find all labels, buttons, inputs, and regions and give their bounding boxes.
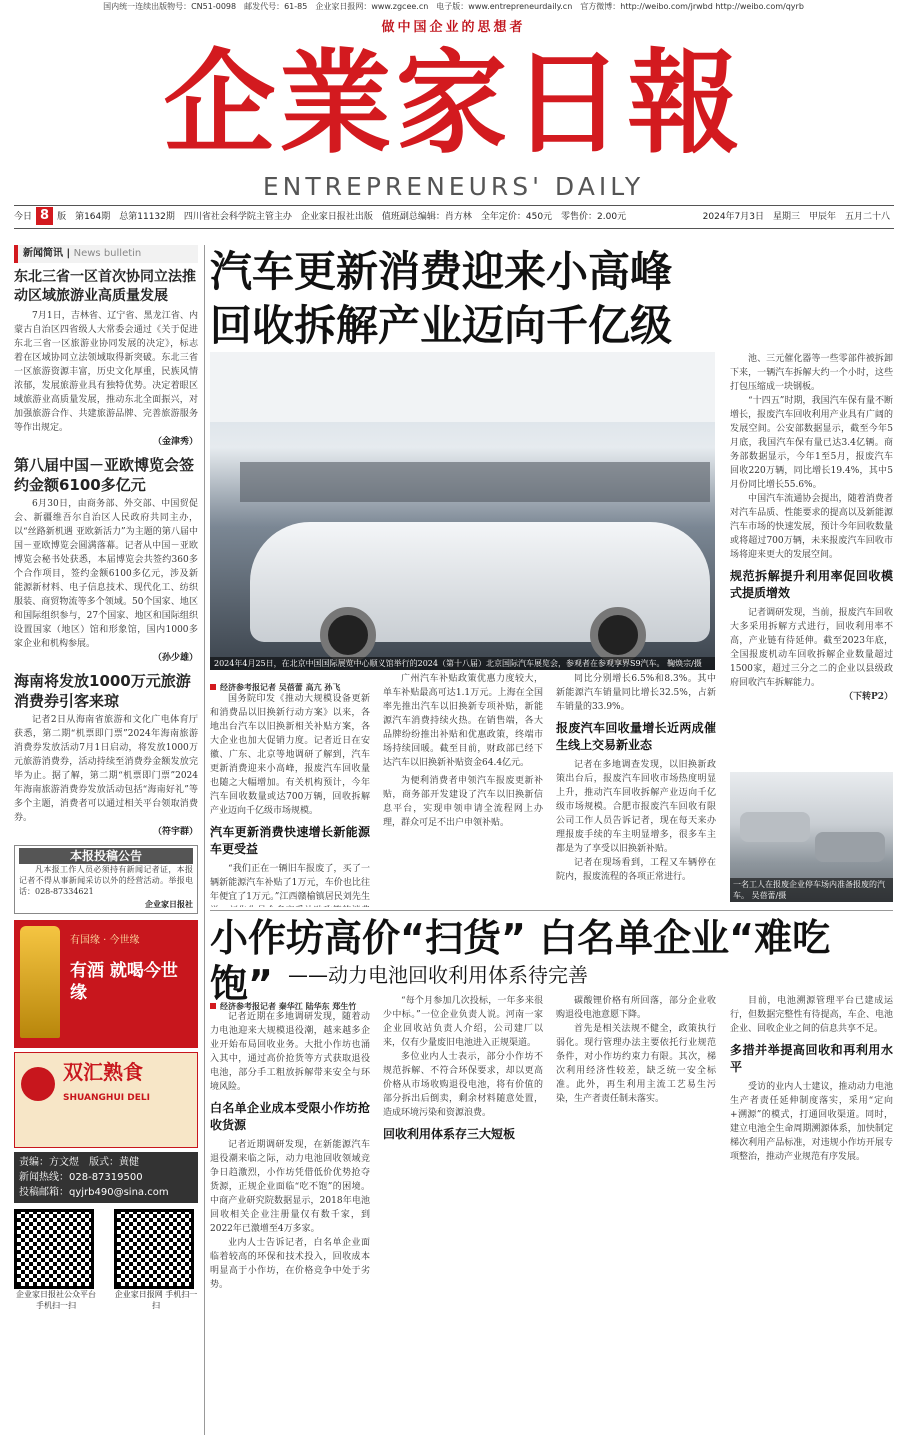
story1-col3-sub: 报废汽车回收量增长近两成催生线上交易新业态 — [556, 721, 716, 752]
editor-info — [14, 1152, 198, 1203]
story1-headline-line2: 回收拆解产业迈向千亿级 — [210, 301, 673, 350]
notice-body: 凡本报工作人员必须持有新闻记者证，本报记者不得从事新闻采访以外的经营活动。举报电话：028-87334621 — [19, 865, 193, 896]
qr-code-wechat[interactable] — [14, 1209, 94, 1289]
qr2-label: 企业家日报网 手机扫一扫 — [114, 1290, 198, 1310]
story1-col1 — [210, 692, 370, 907]
section-title-cn: 新闻简讯 — [23, 248, 63, 259]
top-info-bar: 国内统一连续出版物号：CN51-0098 邮发代号：61-85 企业家日报网：www.zgcee.cn 电子版：www.entrepreneurdaily.cn 官方微博：http://weibo.com/jrwbd http://weibo.com/qyrb — [103, 2, 804, 11]
story1-col3-a: 同比分别增长6.5%和8.3%。其中新能源汽车销量同比增长32.5%，占新车销量的33.9%。 — [556, 674, 716, 712]
story1-col2 — [383, 672, 543, 907]
story2-col2 — [383, 994, 543, 1435]
news3-body: 记者2日从海南省旅游和文化广电体育厅获悉，第二期“机票即门票”2024年海南旅游消费券发放活动7月1日启动，将发放1000万元旅游消费券，活动持续至消费券金额发放完毕为止。据了解，第二期“机票即门票”2024年海南旅游消费券发放活动包括“海南好礼”等多个主题，消费者可以通过相关平台领取消费券。 — [14, 715, 198, 823]
ad1-slogan: 有酒 就喝今世缘 — [70, 961, 178, 1003]
story1-col2-b: 为便利消费者申领汽车报废更新补贴，商务部开发建设了汽车以旧换新信息平台，实现申领申请全流程网上办理，群众可足不出户申领补贴。 — [383, 776, 543, 828]
story2-col1-c: 业内人士告诉记者，白名单企业面临着较高的环保和技术投入，回收成本明显高于小作坊，在价格竞争中处于劣势。 — [210, 1238, 370, 1290]
story2-subheadline: ——动力电池回收利用体系待完善 — [288, 963, 588, 987]
deli-advertisement[interactable] — [14, 1052, 198, 1148]
auto-show-photo — [210, 352, 715, 670]
story1-col4-sub: 规范拆解提升利用率促回收模式提质增效 — [730, 569, 893, 600]
news1-title[interactable]: 东北三省一区首次协同立法推动区域旅游业高质量发展 — [14, 269, 196, 304]
deli-logo-icon — [21, 1067, 55, 1101]
story1-headline[interactable] — [210, 245, 890, 353]
slogan: 做中国企业的思想者 — [381, 20, 526, 35]
story1-col4-a: 池、三元催化器等一些零部件被拆卸下来，一辆汽车拆解大约一个小时，这些打包压缩成一块钢板。 — [730, 354, 893, 392]
story1-col4-d: 记者调研发现，当前，报废汽车回收大多采用拆解方式进行，回收利用率不高，产业链有待延伸。截至2023年底，全国报废机动车回收拆解企业数量超过1500家，超过三分之二的企业以县级政府回收汽车拆解能力。 — [730, 608, 893, 688]
story2-col2-a: “每个月参加几次投标，一年多来很少中标。”一位企业负责人说。河南一家企业回收站负责人介绍，公司建厂以来，仅有少量废旧电池进入正规渠道。 — [383, 996, 543, 1048]
story1-col3 — [556, 672, 716, 907]
ad2-brand-cn: 双汇熟食 — [63, 1060, 143, 1084]
story2-col3-a: 碳酸锂价格有所回落，部分企业收购退役电池意愿下降。 — [556, 996, 716, 1020]
story1-col4-c: 中国汽车流通协会提出，随着消费者对汽车品质、性能要求的提高以及新能源汽车市场的快速发展，预计今年回收数量或将超过700万辆，未来报废汽车回收市场将迎来更大的发展空间。 — [730, 494, 893, 560]
story1-col4 — [730, 352, 893, 767]
hotline-line: 新闻热线：028-87319500 — [19, 1172, 143, 1183]
story-divider — [210, 910, 893, 911]
story1-byline: 经济参考报记者 吴蓓蕾 高亢 孙飞 — [210, 682, 340, 692]
news2-title[interactable]: 第八届中国－亚欧博览会签约金额6100多亿元 — [14, 456, 195, 494]
story2-col3-b: 首先是相关法规不健全，政策执行弱化。现行管理办法主要依托行业规范条件，对小作坊约束力有限。其次，梯次利用经济性较差，缺乏统一安全标准。此外，再生利用主流工艺易生污染，生产者责任制未落实。 — [556, 1024, 716, 1104]
story2-col4 — [730, 994, 893, 1435]
issue-details: 版 第164期 总第11132期 四川省社会科学院主管主办 企业家日报社出版 值班副总编辑：肖方林 全年定价：450元 零售价：2.00元 — [57, 212, 627, 222]
editor-line: 责编：方文煜 版式：黄健 — [19, 1157, 139, 1168]
story1-col1-b: “我们正在一辆旧车报废了，买了一辆新能源汽车补贴了1万元，车价也比往年便宜了1万元。”江西赣榆镇居民刘先生 — [210, 864, 370, 902]
story2-col2-sub: 回收利用体系存三大短板 — [383, 1127, 516, 1141]
masthead-title: 企業家日報 — [163, 38, 744, 169]
section-header: 新闻简讯 | News bulletin — [14, 245, 198, 263]
story2-col4-sub: 多措并举提高回收和再利用水平 — [730, 1043, 893, 1074]
story1-col2-a: 广州汽车补贴政策优惠力度较大，单车补贴最高可达1.1万元。上海在全国率先推出汽车以旧换新专项补贴，新能源汽车消费持续火热。在销售端，各大品牌纷纷推出补贴和优惠政策，终端市场持续回暖。截至目前，财政部已经下达汽车以旧换新补贴资金64.4亿元。 — [383, 674, 543, 768]
news2-body: 6月30日，由商务部、外交部、中国贸促会、新疆维吾尔自治区人民政府共同主办，以“丝路新机遇 亚欧新活力”为主题的第八届中国－亚欧博览会圆满落幕。记者从中国－亚欧博览会秘书处获悉，本届博览会共签约360多个合作项目，签约金额6100多亿元，涉及新能源新材料、电子信息技术、现代化工、纺织服装、商贸物流等多个领域。50个国家、地区和国际组织参与，27个国家、地区和国际组织设置国家（地区）馆和形象馆，国内1000多家企业和机构参展。 — [14, 499, 198, 649]
news1-body: 7月1日，吉林省、辽宁省、黑龙江省、内蒙古自治区四省级人大常委会通过《关于促进东北三省一区旅游业协同发展的决定》，标志着在区域协同立法领域取得新突破。东北三省一区旅游资源丰富，历史文化厚重，民族风情浓郁，发展旅游业具有独特优势。决定着眼区域旅游业高质量发展，推动东北全面振兴，对加强旅游合作、共建旅游品牌、完善旅游服务等作出规定。 — [14, 311, 198, 433]
masthead-english: ENTREPRENEURS' DAILY — [262, 172, 645, 201]
story2-col1-sub: 白名单企业成本受限小作坊抢收货源 — [210, 1101, 370, 1132]
email-line[interactable]: 投稿邮箱：qyjrb490@sina.com — [19, 1187, 169, 1198]
notice-sign: 企业家日报社 — [145, 899, 193, 909]
qr1-label: 企业家日报社公众平台 手机扫一扫 — [16, 1290, 96, 1310]
story2-col4-a: 目前，电池溯源管理平台已建成运行，但数据完整性有待提高，车企、电池企业、回收企业之间的信息共享不足。 — [730, 996, 893, 1034]
page-count-badge: 8 — [36, 207, 53, 225]
continued-note[interactable]: （下转P2） — [843, 692, 893, 702]
story2-col1 — [210, 1010, 370, 1435]
story2-col1-b: 记者近期调研发现，在新能源汽车退役潮来临之际，动力电池回收领域竞争日趋激烈，小作坊凭借低价优势抢夺货源，正规企业面临“吃不饱”的困境。中商产业研究院数据显示，2018年电池回收相关企业注册量仅有数千家，到2022年已激增至4万多家。 — [210, 1140, 370, 1234]
news3-title[interactable]: 海南将发放1000万元旅游消费券引客来琼 — [14, 672, 191, 710]
column-divider — [204, 245, 205, 1435]
qr-code-web[interactable] — [114, 1209, 194, 1289]
ad2-brand-en: SHUANGHUI DELI — [63, 1093, 150, 1103]
story1-col3-b: 记者在多地调查发现，以旧换新政策出台后，报废汽车回收市场热度明显上升，推动汽车回收拆解产业迈向千亿级市场规模。合肥市报废汽车回收有限公司工作人员告诉记者，现在每天来办理报废手续的车主明显增多，很多车主都是为了享受以旧换新补贴。 — [556, 760, 716, 854]
issue-date: 2024年7月3日 星期三 甲辰年 五月二十八 — [702, 212, 890, 222]
story2-col1-a: 记者近期在多地调研发现，随着动力电池迎来大规模退役潮，越来越多企业开始布局回收业务。大批小作坊也涌入其中，通过高价抢货等方式获取退役电池，部分手工粗放拆解带来安全与环境风险。 — [210, 1012, 370, 1092]
qr-codes — [14, 1209, 198, 1311]
notice-box — [14, 845, 198, 914]
story2-col3 — [556, 994, 716, 1435]
scrapyard-photo — [730, 772, 893, 902]
story2-col2-b: 多位业内人士表示，部分小作坊不规范拆解、不符合环保要求，却以更高价格从市场收购退役电池，将有价值的部分拆出后倒卖，剩余材料随意处置，造成环境污染和资源浪费。 — [383, 1052, 543, 1118]
ad1-subtitle: 有国缘 · 今世缘 — [70, 935, 140, 946]
story1-col1-sub: 汽车更新消费快速增长新能源车更受益 — [210, 825, 370, 856]
story1-headline-line1: 汽车更新消费迎来小高峰 — [210, 247, 673, 296]
bottle-icon — [20, 926, 60, 1038]
story2-byline: 经济参考报记者 秦华江 陆华东 郑生竹 — [210, 1001, 356, 1011]
news-bulletin-column — [14, 245, 198, 1435]
story2-col4-b: 受访的业内人士建议，推动动力电池生产者责任延伸制度落实，采用“定向+溯源”的模式，打通回收渠道。同时，建立电池全生命周期溯源体系，加快制定梯次利用产品标准，对违规小作坊开展专项整治，推动产业规范有序发展。 — [730, 1082, 893, 1162]
story2-headline[interactable]: 小作坊高价“扫货” 白名单企业“难吃饱” — [210, 916, 831, 1006]
story1-col4-b: “十四五”时期，我国汽车保有量不断增长，报废汽车回收利用产业具有广阔的发展空间。公安部数据显示，截至今年5月底，我国汽车保有量已达3.4亿辆。商务部数据显示，今年1至5月，报废汽车回收220万辆，同比增长19.4%，其中5月份同比增长55.6%。 — [730, 396, 893, 490]
story1-col1-a: 国务院印发《推动大规模设备更新和消费品以旧换新行动方案》以来，各地出台汽车以旧换新相关补贴方案，各大企业也加大促销力度。记者近日在安徽、广东、北京等地调研了解到，汽车更新消费迎来小高峰，报废汽车回收量也随之大幅增加。有关机构预计，今年汽车回收数量或达700万辆，回收拆解产业迈向千亿级市场规模。 — [210, 694, 370, 816]
issue-info-bar — [14, 205, 894, 229]
photo1-caption: 2024年4月25日，在北京中国国际展览中心顺义馆举行的2024（第十八届）北京国际汽车展览会，参观者在参观享界S9汽车。 鞠焕宗/摄 — [210, 657, 715, 670]
news2-sign: （孙少雄） — [152, 653, 198, 663]
notice-title: 本报投稿公告 — [19, 848, 193, 864]
news3-sign: （符宇群） — [152, 827, 198, 837]
story1-col3-c: 记者在现场看到，工程又车辆停在院内，报废流程的各项正常进行。 — [556, 858, 716, 882]
news1-sign: （金津秀） — [152, 437, 198, 447]
section-title-en: News bulletin — [73, 248, 142, 259]
today-label: 今日 — [14, 212, 33, 222]
liquor-advertisement[interactable] — [14, 920, 198, 1048]
photo2-caption: 一名工人在报废企业停车场内准备报废的汽车。 吴蓓蕾/摄 — [730, 878, 893, 902]
